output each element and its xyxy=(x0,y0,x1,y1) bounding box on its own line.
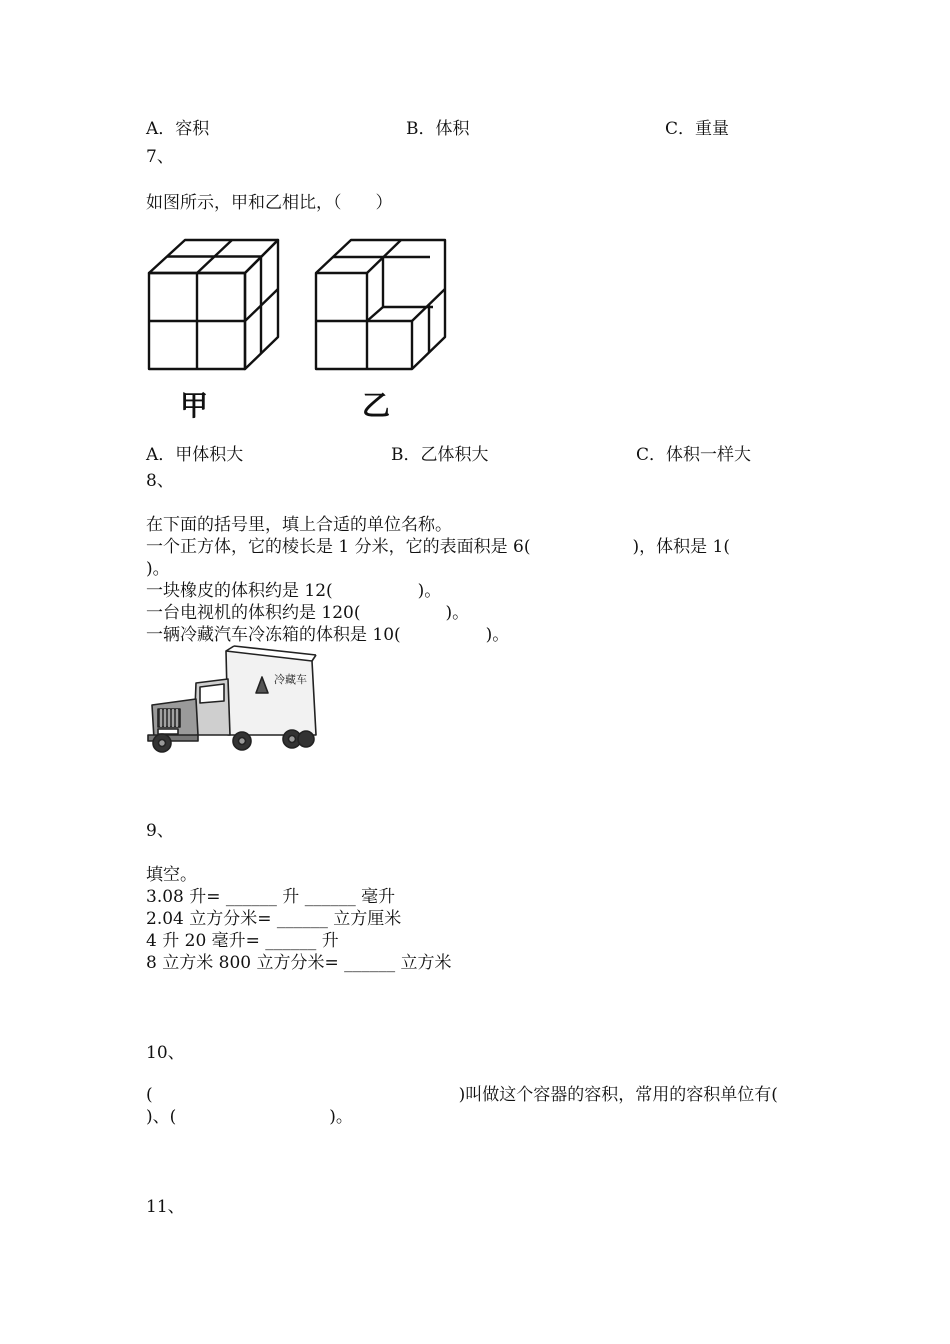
q7-number: 7、 xyxy=(146,147,174,167)
q8-line-4: 一块橡皮的体积约是 12( )。 xyxy=(146,581,442,601)
q9-line-5: 8 立方米 800 立方分米= ______ 立方米 xyxy=(146,953,452,973)
cube-yi xyxy=(316,240,445,369)
q6-option-a: A．容积 xyxy=(146,119,210,139)
q9-number: 9、 xyxy=(146,821,174,841)
truck-text: 冷藏车 xyxy=(274,673,307,686)
figure-label-jia: 甲 xyxy=(180,389,209,422)
cube-jia xyxy=(149,240,278,369)
q11-number: 11、 xyxy=(146,1197,185,1217)
q9-line-2: 3.08 升= ______ 升 ______ 毫升 xyxy=(146,887,396,907)
q10-line-1: ( )叫做这个容器的容积，常用的容积单位有( xyxy=(146,1085,778,1105)
q8-line-5: 一台电视机的体积约是 120( )。 xyxy=(146,603,470,623)
q9-line-1: 填空。 xyxy=(146,865,197,885)
q9-line-4: 4 升 20 毫升= ______ 升 xyxy=(146,931,339,951)
q8-line-2: 一个正方体，它的棱长是 1 分米，它的表面积是 6( )，体积是 1( xyxy=(146,537,730,557)
refrigerated-truck-image xyxy=(144,643,324,753)
q7-question: 如图所示，甲和乙相比，（ ） xyxy=(146,193,393,213)
q8-number: 8、 xyxy=(146,471,174,491)
q7-option-b: B．乙体积大 xyxy=(391,445,489,465)
q8-line-6: 一辆冷藏汽车冷冻箱的体积是 10( )。 xyxy=(146,625,510,645)
q10-line-2: )、( )。 xyxy=(146,1107,353,1127)
q7-option-c: C．体积一样大 xyxy=(636,445,752,465)
cube-comparison-figure xyxy=(140,232,460,427)
q8-line-3: )。 xyxy=(146,559,170,579)
q9-line-3: 2.04 立方分米= ______ 立方厘米 xyxy=(146,909,402,929)
q10-number: 10、 xyxy=(146,1043,185,1063)
q8-line-1: 在下面的括号里，填上合适的单位名称。 xyxy=(146,515,452,535)
figure-label-yi: 乙 xyxy=(362,389,391,422)
q6-option-c: C．重量 xyxy=(665,119,730,139)
q6-option-b: B．体积 xyxy=(406,119,470,139)
q7-option-a: A．甲体积大 xyxy=(146,445,244,465)
